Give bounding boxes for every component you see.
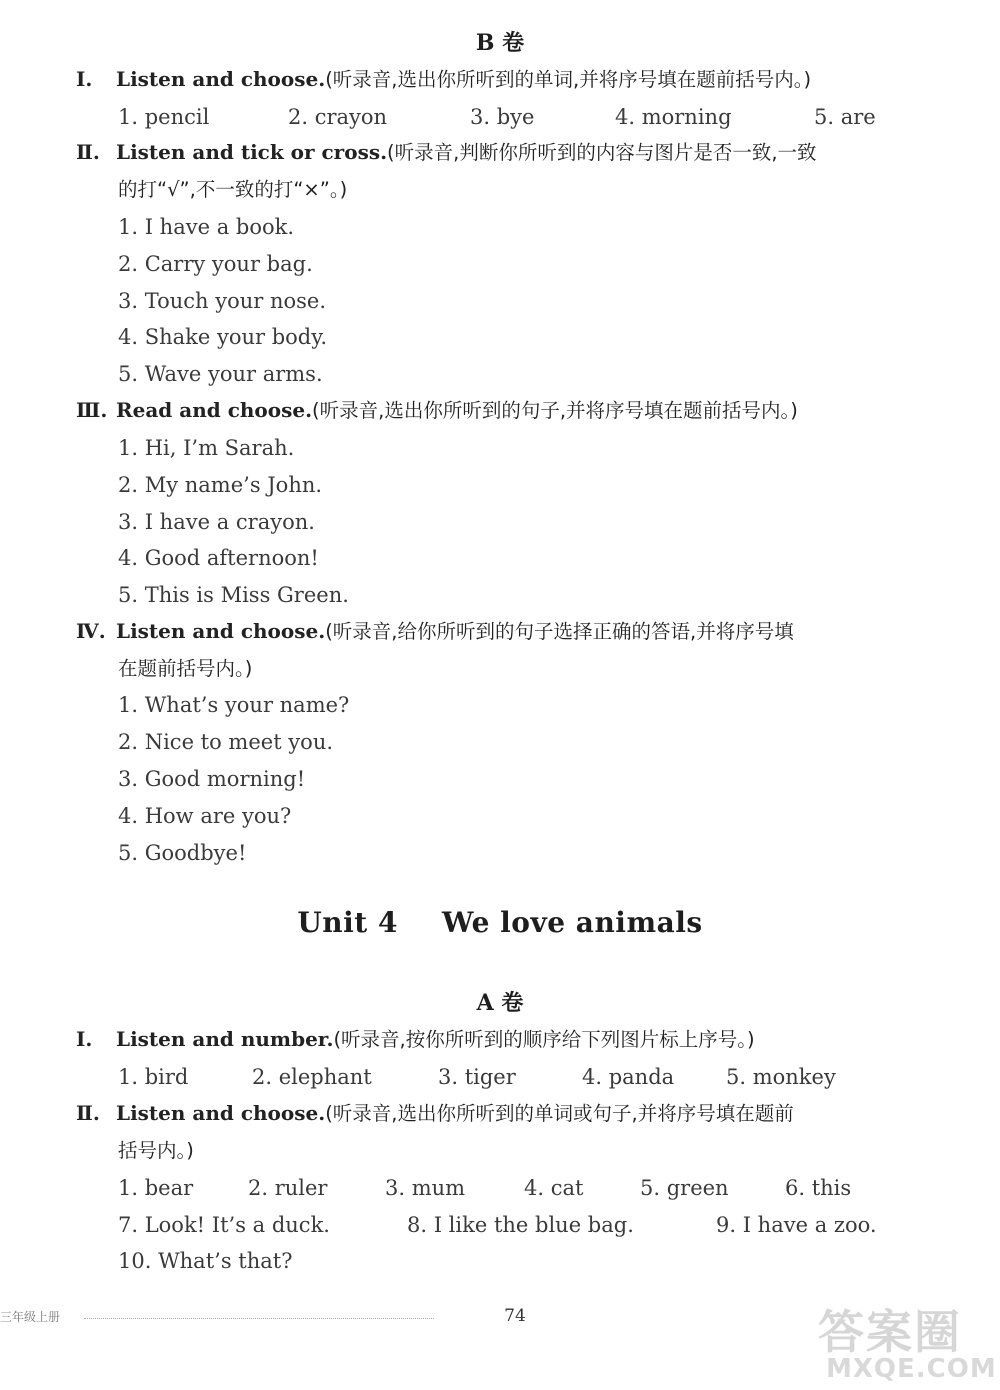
question-instruction-cn: (听录音,选出你所听到的单词,并将序号填在题前括号内。) [325,68,812,91]
option-item: 1. pencil [118,105,210,129]
question-instruction-en: Listen and choose. [116,67,326,91]
list-item: 5. This is Miss Green. [118,583,349,607]
unit-name: We love animals [441,906,703,939]
question-number: Ⅲ. [76,398,108,422]
list-item: 2. My name’s John. [118,473,323,497]
question-instruction-cn-cont: 的打“√”,不一致的打“×”。) [118,178,348,201]
question-instruction-en: Read and choose. [116,398,313,422]
option-item: 4. morning [615,105,732,129]
section-b-q1-heading [76,61,976,98]
option-item: 4. cat [524,1176,584,1200]
question-instruction-en: Listen and number. [116,1027,334,1051]
option-item: 8. I like the blue bag. [407,1213,634,1237]
section-a-q1-heading [76,1021,976,1058]
list-item: 3. Good morning! [118,767,306,791]
section-a-q2-heading [76,1095,976,1169]
option-item: 6. this [785,1176,852,1200]
question-number: Ⅳ. [76,619,106,643]
list-item: 1. Hi, I’m Sarah. [118,436,295,460]
unit-title [0,906,1000,939]
list-item: 4. Good afternoon! [118,546,319,570]
option-item: 7. Look! It’s a duck. [118,1213,330,1237]
option-item: 9. I have a zoo. [716,1213,877,1237]
option-item: 3. tiger [438,1065,516,1089]
question-instruction-cn-cont: 括号内。) [118,1139,194,1162]
footer-divider [84,1318,434,1319]
option-item: 2. elephant [252,1065,372,1089]
section-b-title: B 卷 [475,30,525,56]
option-item: 3. bye [470,105,535,129]
section-a-title: A 卷 [476,990,524,1016]
option-item: 5. green [640,1176,729,1200]
footer-grade-label: 三年级上册 [0,1310,61,1324]
question-number: Ⅱ. [76,1101,100,1125]
option-item: 4. panda [582,1065,675,1089]
option-item: 3. mum [385,1176,466,1200]
section-b-q4-heading [76,613,976,687]
list-item: 2. Nice to meet you. [118,730,334,754]
watermark-logo-text: 答案圈 [818,1305,962,1359]
question-instruction-cn-cont: 在题前括号内。) [118,657,253,680]
unit-number: Unit 4 [297,906,398,939]
list-item: 5. Goodbye! [118,841,247,865]
question-number: Ⅰ. [76,1027,93,1051]
question-number: Ⅰ. [76,67,93,91]
list-item: 1. I have a book. [118,215,295,239]
option-item: 5. are [814,105,876,129]
list-item: 1. What’s your name? [118,693,350,717]
watermark-url: MXQE.COM [826,1354,997,1384]
option-item: 5. monkey [726,1065,836,1089]
section-b-q2-heading [76,134,976,208]
question-instruction-en: Listen and choose. [116,619,326,643]
question-instruction-en: Listen and choose. [116,1101,326,1125]
question-instruction-cn: (听录音,按你所听到的顺序给下列图片标上序号。) [333,1028,755,1051]
list-item: 2. Carry your bag. [118,252,313,276]
list-item: 3. I have a crayon. [118,510,315,534]
list-item: 5. Wave your arms. [118,362,323,386]
question-instruction-cn: (听录音,给你所听到的句子选择正确的答语,并将序号填 [325,620,794,643]
option-item: 10. What’s that? [118,1249,293,1273]
question-instruction-cn: (听录音,判断你所听到的内容与图片是否一致,一致 [387,141,817,164]
question-instruction-cn: (听录音,选出你所听到的单词或句子,并将序号填在题前 [325,1102,794,1125]
page-number: 74 [504,1306,526,1326]
list-item: 3. Touch your nose. [118,289,327,313]
option-item: 2. ruler [248,1176,328,1200]
question-number: Ⅱ. [76,140,100,164]
question-instruction-en: Listen and tick or cross. [116,140,388,164]
option-item: 1. bear [118,1176,194,1200]
option-item: 1. bird [118,1065,189,1089]
watermark-logo [818,1296,998,1390]
list-item: 4. Shake your body. [118,325,327,349]
section-b-q3-heading [76,392,976,429]
list-item: 4. How are you? [118,804,292,828]
question-instruction-cn: (听录音,选出你所听到的句子,并将序号填在题前括号内。) [312,399,798,422]
option-item: 2. crayon [288,105,388,129]
